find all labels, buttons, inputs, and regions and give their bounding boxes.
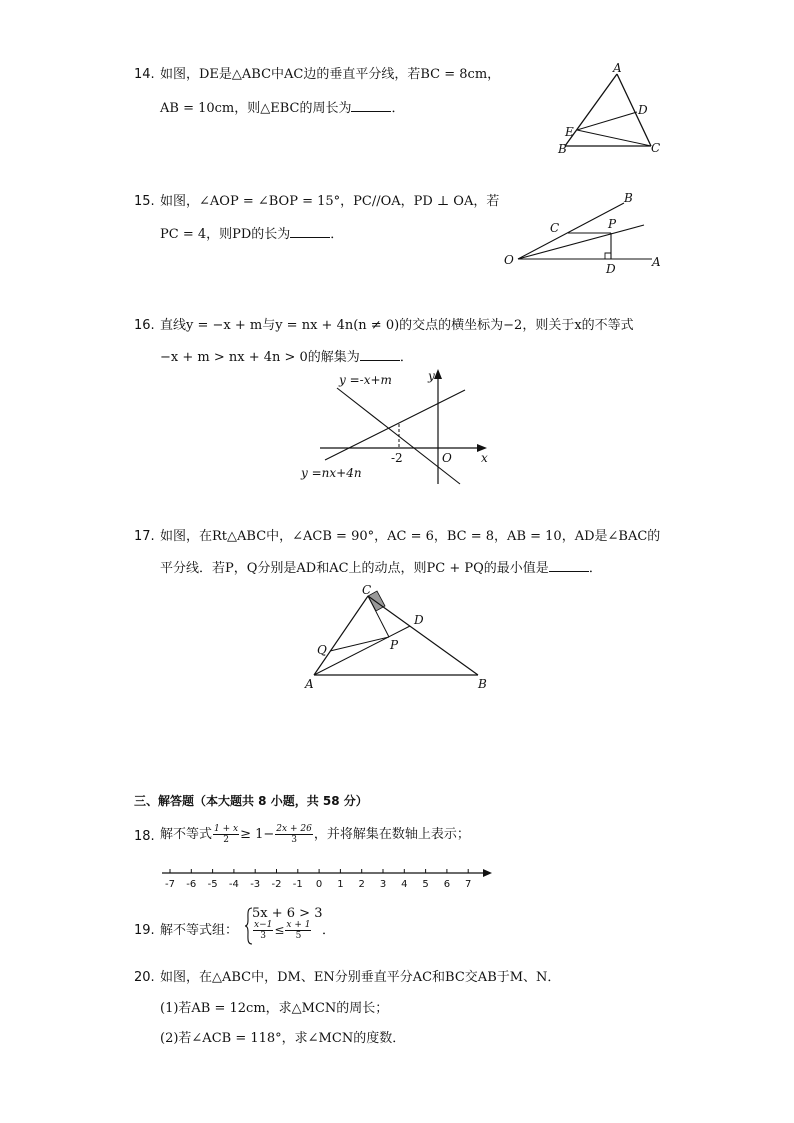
q19-number: 19. — [134, 923, 155, 938]
q16-label-minus2: -2 — [391, 451, 403, 465]
number-line-tick-label: -2 — [271, 879, 282, 890]
number-line-tick-label: -5 — [207, 879, 218, 890]
q18-text — [160, 820, 470, 850]
q16-label-y: y — [428, 369, 435, 383]
q14-label-A: A — [613, 62, 622, 75]
q19-pre: 解不等式组： — [160, 923, 239, 938]
q15-label-D: D — [606, 262, 616, 276]
number-line-tick-label: -6 — [186, 879, 197, 890]
q18-fraction1 — [213, 824, 239, 845]
number-line-tick-label: 1 — [337, 879, 344, 890]
q14-label-D: D — [638, 103, 648, 117]
q17-end: ． — [588, 561, 602, 576]
q18-fraction2 — [275, 824, 313, 845]
section-heading: 三、解答题（本大题共 8 小题，共 58 分） — [134, 794, 368, 808]
q20-number: 20. — [134, 970, 155, 985]
q16-number: 16. — [134, 318, 155, 333]
q16-figure — [295, 366, 500, 488]
q14-label-B: B — [558, 142, 567, 156]
q14-answer-blank[interactable] — [351, 99, 391, 112]
number-line-tick-label: 7 — [465, 879, 472, 890]
q18-number-line — [160, 864, 500, 890]
number-line-tick-label: -1 — [292, 879, 303, 890]
q17-label-C: C — [362, 583, 372, 597]
q17-figure — [300, 582, 500, 692]
q19-frac2-num: x + 1 — [286, 920, 311, 930]
q20-text-line1: 如图，在△ABC中，DM、EN分别垂直平分AC和BC交AB于M、N． — [160, 970, 561, 985]
q15-figure — [500, 190, 670, 280]
q16-answer-blank[interactable] — [360, 348, 400, 361]
number-line-tick-label: 0 — [315, 879, 323, 890]
q15-text-line2 — [160, 225, 343, 244]
q17-text-line2 — [160, 559, 602, 578]
q15-answer-blank[interactable] — [290, 225, 330, 238]
q17-label-P: P — [390, 638, 399, 652]
q17-answer-blank[interactable] — [549, 559, 589, 572]
q16-label-x: x — [481, 451, 488, 465]
q19-frac1 — [253, 920, 273, 941]
q17-text-line1: 如图，在Rt△ABC中，∠ACB = 90°，AC = 6，BC = 8，AB = 10，AD是∠BAC的 — [160, 529, 661, 544]
q18-post: ，并将解集在数轴上表示； — [313, 827, 470, 842]
number-line-tick-label: -7 — [165, 879, 175, 890]
q16-end: ． — [399, 350, 413, 365]
q17-label-D: D — [414, 613, 424, 627]
q18-frac2-num: 2x + 26 — [276, 824, 312, 834]
q14-text: AB = 10cm，则△EBC的周长为 — [160, 101, 352, 116]
q19-frac2-den: 5 — [295, 931, 302, 941]
q16-label-line1: y =-x+m — [339, 373, 392, 387]
q18-pre: 解不等式 — [160, 827, 213, 842]
q15-text: PC = 4，则PD的长为 — [160, 227, 291, 242]
number-line-tick-label: -4 — [228, 879, 239, 890]
q16-text: −x + m > nx + 4n > 0的解集为 — [160, 350, 360, 365]
q14-text-line1: 如图，DE是△ABC中AC边的垂直平分线，若BC = 8cm， — [160, 67, 501, 82]
q15-end: ． — [330, 227, 344, 242]
number-line-tick-label: 6 — [443, 879, 451, 890]
q19-eq2 — [252, 920, 312, 941]
q19-eq1: 5x + 6 > 3 — [252, 906, 323, 921]
q15-text-line1: 如图，∠AOP = ∠BOP = 15°，PC//OA，PD ⊥ OA，若 — [160, 194, 500, 209]
q20-part1: (1)若AB = 12cm，求△MCN的周长； — [160, 1001, 389, 1016]
q19-frac1-den: 3 — [260, 931, 267, 941]
q15-number: 15. — [134, 194, 155, 209]
number-line-tick-label: 2 — [358, 879, 365, 890]
q19-le: ≤ — [274, 923, 285, 937]
q14-label-C: C — [651, 141, 661, 155]
q18-frac2-den: 3 — [291, 835, 297, 845]
q16-label-line2: y =nx+4n — [301, 466, 362, 480]
q14-end: ． — [391, 101, 405, 116]
q15-label-O: O — [504, 253, 514, 267]
q14-number: 14. — [134, 67, 155, 82]
q16-text-line2 — [160, 348, 413, 367]
q16-label-O: O — [442, 451, 452, 465]
number-line-tick-label: 5 — [422, 879, 429, 890]
q17-label-B: B — [478, 677, 487, 691]
q15-label-P: P — [608, 217, 617, 231]
q17-label-Q: Q — [317, 643, 327, 657]
q16-text-line1: 直线y = −x + m与y = nx + 4n(n ≠ 0)的交点的横坐标为−2，则关于x的不等式 — [160, 318, 634, 333]
q17-text: 平分线．若P，Q分别是AD和AC上的动点，则PC + PQ的最小值是 — [160, 561, 549, 576]
q18-frac1-num: 1 + x — [214, 824, 239, 834]
number-line-tick-label: -3 — [250, 879, 261, 890]
number-line-tick-label: 3 — [379, 879, 387, 890]
q15-label-C: C — [550, 221, 560, 235]
q14-label-E: E — [565, 125, 574, 139]
q14-text-line2 — [160, 99, 405, 118]
q18-frac1-den: 2 — [223, 835, 229, 845]
q19-end: ． — [322, 923, 336, 938]
q17-label-A: A — [305, 677, 314, 691]
q17-number: 17. — [134, 529, 155, 544]
q19-frac2 — [285, 920, 311, 941]
q15-label-A: A — [652, 255, 661, 269]
q14-figure — [555, 62, 670, 157]
q18-mid: ≥ 1− — [240, 827, 275, 842]
q20-part2: (2)若∠ACB = 118°，求∠MCN的度数． — [160, 1031, 406, 1046]
q15-label-B: B — [624, 191, 633, 205]
q18-number: 18. — [134, 829, 155, 844]
number-line-tick-label: 4 — [401, 879, 408, 890]
q19-frac1-num: x−1 — [254, 920, 273, 930]
